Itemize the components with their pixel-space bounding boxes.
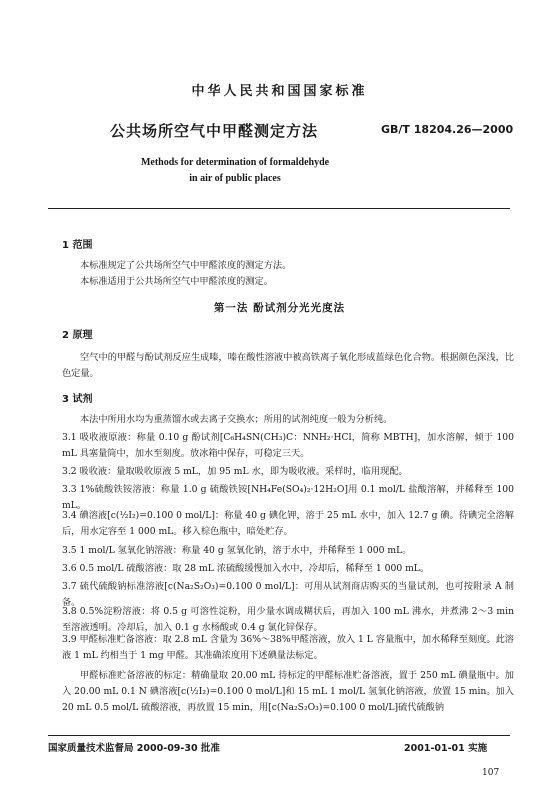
clause-3-5: 3.5 1 mol/L 氢氧化钠溶液：称量 40 g 氢氧化钠，溶于水中，并稀释至 1 000 mL。 [62, 545, 412, 556]
approval-date: 国家质量技术监督局 2000-09-30 批准 [48, 743, 220, 754]
section-1-heading: 1 范围 [62, 240, 93, 251]
section-2-paragraph: 空气中的甲醛与酚试剂反应生成嗪，嗪在酸性溶液中被高铁离子氧化形成蓝绿色化合物。根据颜色深浅，比色定量。 [62, 352, 514, 379]
method-1-heading: 第一法 酚试剂分光光度法 [213, 302, 346, 314]
clause-3-4: 3.4 碘溶液[c(½I₂)=0.100 0 mol/L]：称量 40 g 碘化钾，溶于 25 mL 水中，加入 12.7 g 碘。待碘完全溶解后，用水定容至 1 000 mL。移入棕色瓶中，暗处贮存。 [62, 510, 514, 537]
footer-divider [48, 735, 510, 736]
clause-3-6: 3.6 0.5 mol/L 硫酸溶液：取 28 mL 浓硫酸缓慢加入水中，冷却后，稀释至 1 000 mL。 [62, 563, 430, 574]
standard-code: GB/T 18204.26—2000 [381, 123, 514, 136]
clause-3-8: 3.8 0.5%淀粉溶液：将 0.5 g 可溶性淀粉，用少量水调成糊状后，再加入 100 mL 沸水，并煮沸 2～3 min 至溶液透明。冷却后，加入 0.1 g 水杨酸或 0.4 g 氯化锌保存。 [62, 606, 514, 633]
national-standard-heading: 中华人民共和国国家标准 [191, 84, 368, 99]
section-2-heading: 2 原理 [62, 330, 93, 341]
page-number: 107 [482, 768, 500, 778]
implementation-date: 2001-01-01 实施 [404, 743, 488, 754]
section-1-paragraph-1: 本标准规定了公共场所空气中甲醛浓度的测定方法。 [80, 260, 292, 271]
clause-3-7: 3.7 硫代硫酸钠标准溶液[c(Na₂S₂O₃)=0.100 0 mol/L]：可用从试剂商店购买的当量试剂，也可按附录 A 制备。 [62, 581, 514, 608]
clause-3-9: 3.9 甲醛标准贮备溶液：取 2.8 mL 含量为 36%～38%甲醛溶液，放入 1 L 容量瓶中，加水稀释至刻度。此溶液 1 mL 约相当于 1 mg 甲醛。其准确浓度用下述碘量法标定。 [62, 634, 514, 661]
clause-3-2: 3.2 吸收液：量取吸收原液 5 mL，加 95 mL 水，即为吸收液。采样时，临用现配。 [62, 466, 408, 477]
clause-3-9-calibration: 甲醛标准贮备溶液的标定：精确量取 20.00 mL 待标定的甲醛标准贮备溶液，置于 250 mL 碘量瓶中。加入 20.00 mL 0.1 N 碘溶液[c(½I₂)=0.100 0 mol/L]和 15 mL 1 mol/L 氢氧化钠溶液，放置 15 min。加入 20 mL 0.5 mol/L 硫酸溶液，再放置 15 min，用[c(Na₂S₂O₃)=0.100 0 mol/L]硫代硫酸钠 [62, 670, 514, 713]
title-english-line1: Methods for determination of formaldehyde [140, 157, 330, 168]
section-3-intro: 本法中所用水均为重蒸馏水或去离子交换水；所用的试剂纯度一般为分析纯。 [80, 414, 393, 425]
title-english-line2: in air of public places [189, 173, 281, 184]
clause-3-1: 3.1 吸收液原液：称量 0.10 g 酚试剂[C₆H₄SN(CH₃)C：NNH₂·HCl，简称 MBTH]，加水溶解，倾于 100 mL 具塞量筒中，加水至刻度。放冰箱中保存，可稳定三天。 [62, 432, 514, 459]
section-3-heading: 3 试剂 [62, 394, 93, 405]
header-divider [48, 208, 510, 209]
clause-3-3: 3.3 1%硫酸铁铵溶液：称量 1.0 g 硫酸铁铵[NH₄Fe(SO₄)₂·12H₂O]用 0.1 mol/L 盐酸溶解，并稀释至 100 mL。 [62, 484, 514, 511]
title-chinese: 公共场所空气中甲醛测定方法 [110, 122, 319, 140]
section-1-paragraph-2: 本标准适用于公共场所空气中甲醛浓度的测定。 [80, 276, 273, 287]
